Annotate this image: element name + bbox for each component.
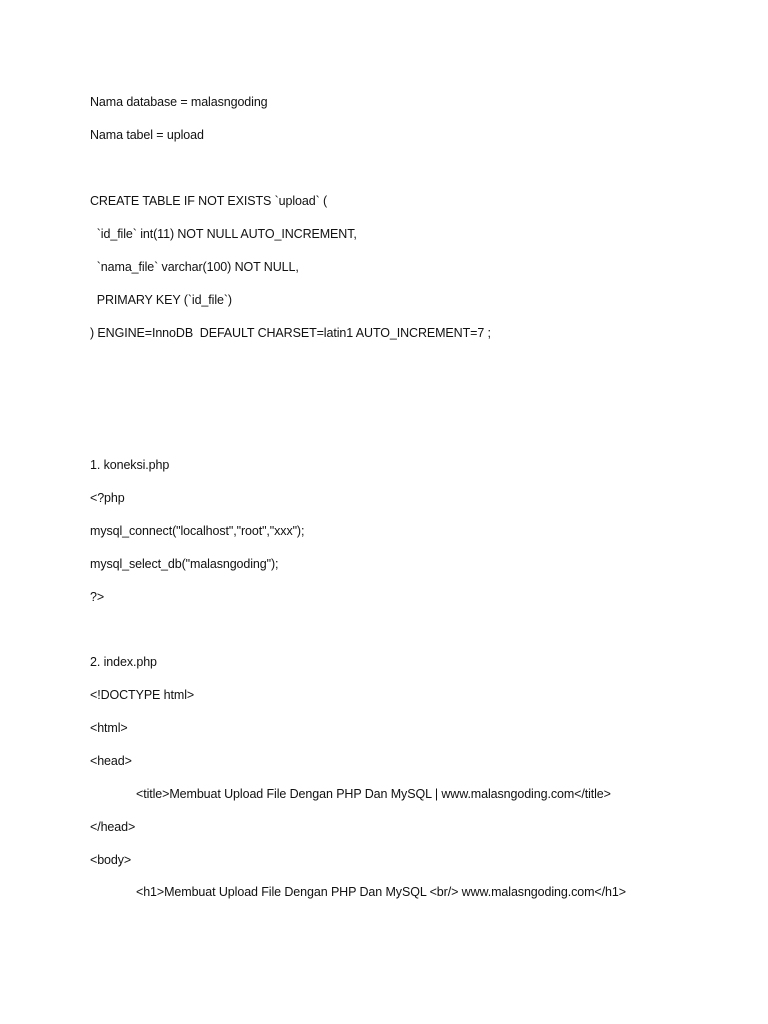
sql-column-name-line: `nama_file` varchar(100) NOT NULL, (90, 260, 299, 274)
code-line: <html> (90, 721, 128, 735)
code-line: ?> (90, 590, 105, 604)
code-line: mysql_connect("localhost","root","xxx"); (90, 524, 305, 538)
db-name-line: Nama database = malasngoding (90, 95, 268, 109)
code-line-indented: <title>Membuat Upload File Dengan PHP Dan MySQL | www.malasngoding.com</title> (136, 787, 611, 801)
code-line-indented: <h1>Membuat Upload File Dengan PHP Dan MySQL <br/> www.malasngoding.com</h1> (136, 885, 626, 899)
code-line: <body> (90, 853, 132, 867)
code-line: <?php (90, 491, 125, 505)
code-line: mysql_select_db("malasngoding"); (90, 557, 279, 571)
sql-engine-line: ) ENGINE=InnoDB DEFAULT CHARSET=latin1 AUTO_INCREMENT=7 ; (90, 326, 491, 340)
code-line: </head> (90, 820, 136, 834)
sql-create-line: CREATE TABLE IF NOT EXISTS `upload` ( (90, 194, 328, 208)
code-line: <head> (90, 754, 132, 768)
section-koneksi-heading: 1. koneksi.php (90, 458, 170, 472)
sql-primary-key-line: PRIMARY KEY (`id_file`) (90, 293, 232, 307)
table-name-line: Nama tabel = upload (90, 128, 204, 142)
code-line: <!DOCTYPE html> (90, 688, 195, 702)
section-index-heading: 2. index.php (90, 655, 157, 669)
sql-column-id-line: `id_file` int(11) NOT NULL AUTO_INCREMENT, (90, 227, 357, 241)
